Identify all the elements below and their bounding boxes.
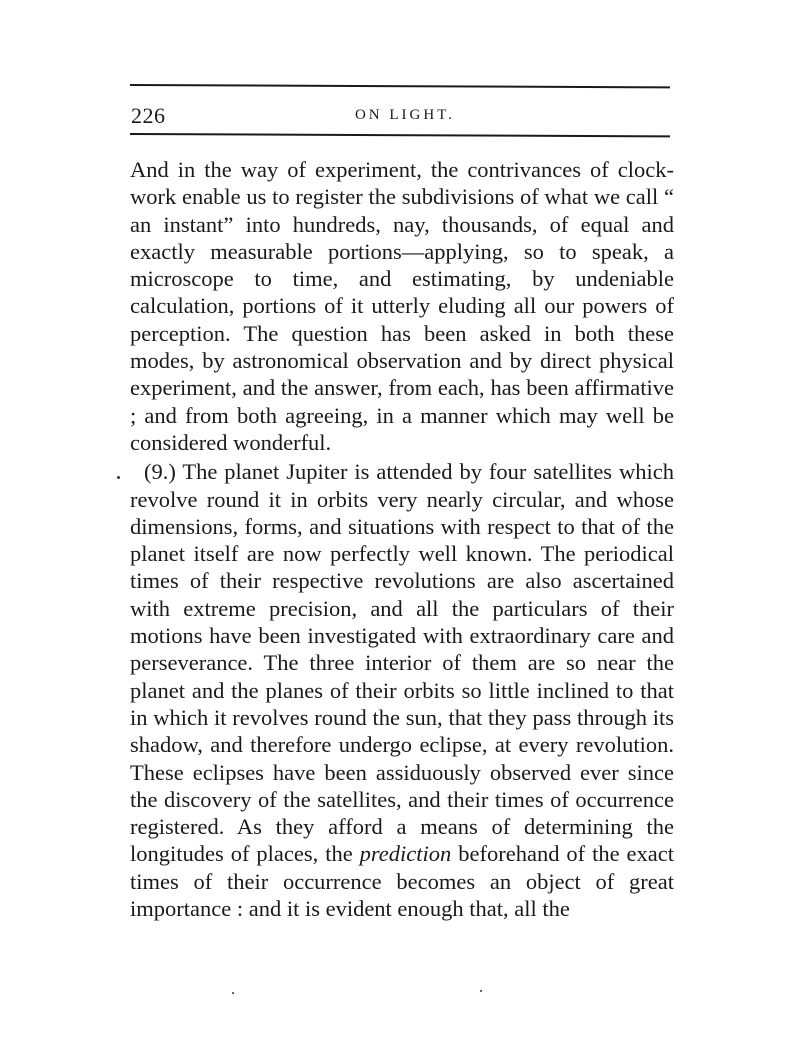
print-speck: [117, 476, 120, 479]
paragraph-2-start: (9.) The planet Jupiter is attended by four satellites which revolve round it in orbits very nearly circular, and whose dimensions, forms, and situations with respect to that of the planet itself are now perfectly well known. The periodical times of their respective revolutions are also ascertained with extreme precision, and all the particulars of their motions have been investigated with extraordinary care and perseverance. The three interior of them are so near the planet and the planes of their orbits so little inclined to that in which it revolves round the sun, that they pass through its shadow, and therefore undergo eclipse, at every revolution. These eclipses have been assiduously observed ever since the discovery of the satellites, and their times of occurrence registered. As they afford a means of determining the longitudes of places, the: [130, 459, 674, 867]
print-speck: [232, 992, 234, 994]
running-title: ON LIGHT.: [354, 107, 456, 123]
page-number: 226: [131, 103, 166, 128]
body-text: [130, 156, 674, 922]
paragraph-2: [130, 458, 674, 922]
paragraph-1: And in the way of experiment, the contrivances of clock-work enable us to register the subdivisions of what we call “ an instant” into hundreds, nay, thousands, of equal and exactly measurable portions—applying, so to speak, a microscope to time, and estimating, by undeniable calculation, portions of it utterly eluding all our powers of perception. The question has been asked in both these modes, by astronomical observation and by direct physical experiment, and the answer, from each, has been affirmative ; and from both agreeing, in a manner which may well be considered wonderful.: [130, 157, 674, 455]
italic-word: prediction: [359, 841, 452, 867]
header-top-rule: [130, 84, 670, 88]
paragraph-2-end: beforehand of the exact times of their occurrence becomes an object of great importance : and it is evident enough that, all the: [130, 841, 674, 922]
header-bottom-rule: [130, 133, 670, 137]
print-speck: [480, 990, 482, 992]
